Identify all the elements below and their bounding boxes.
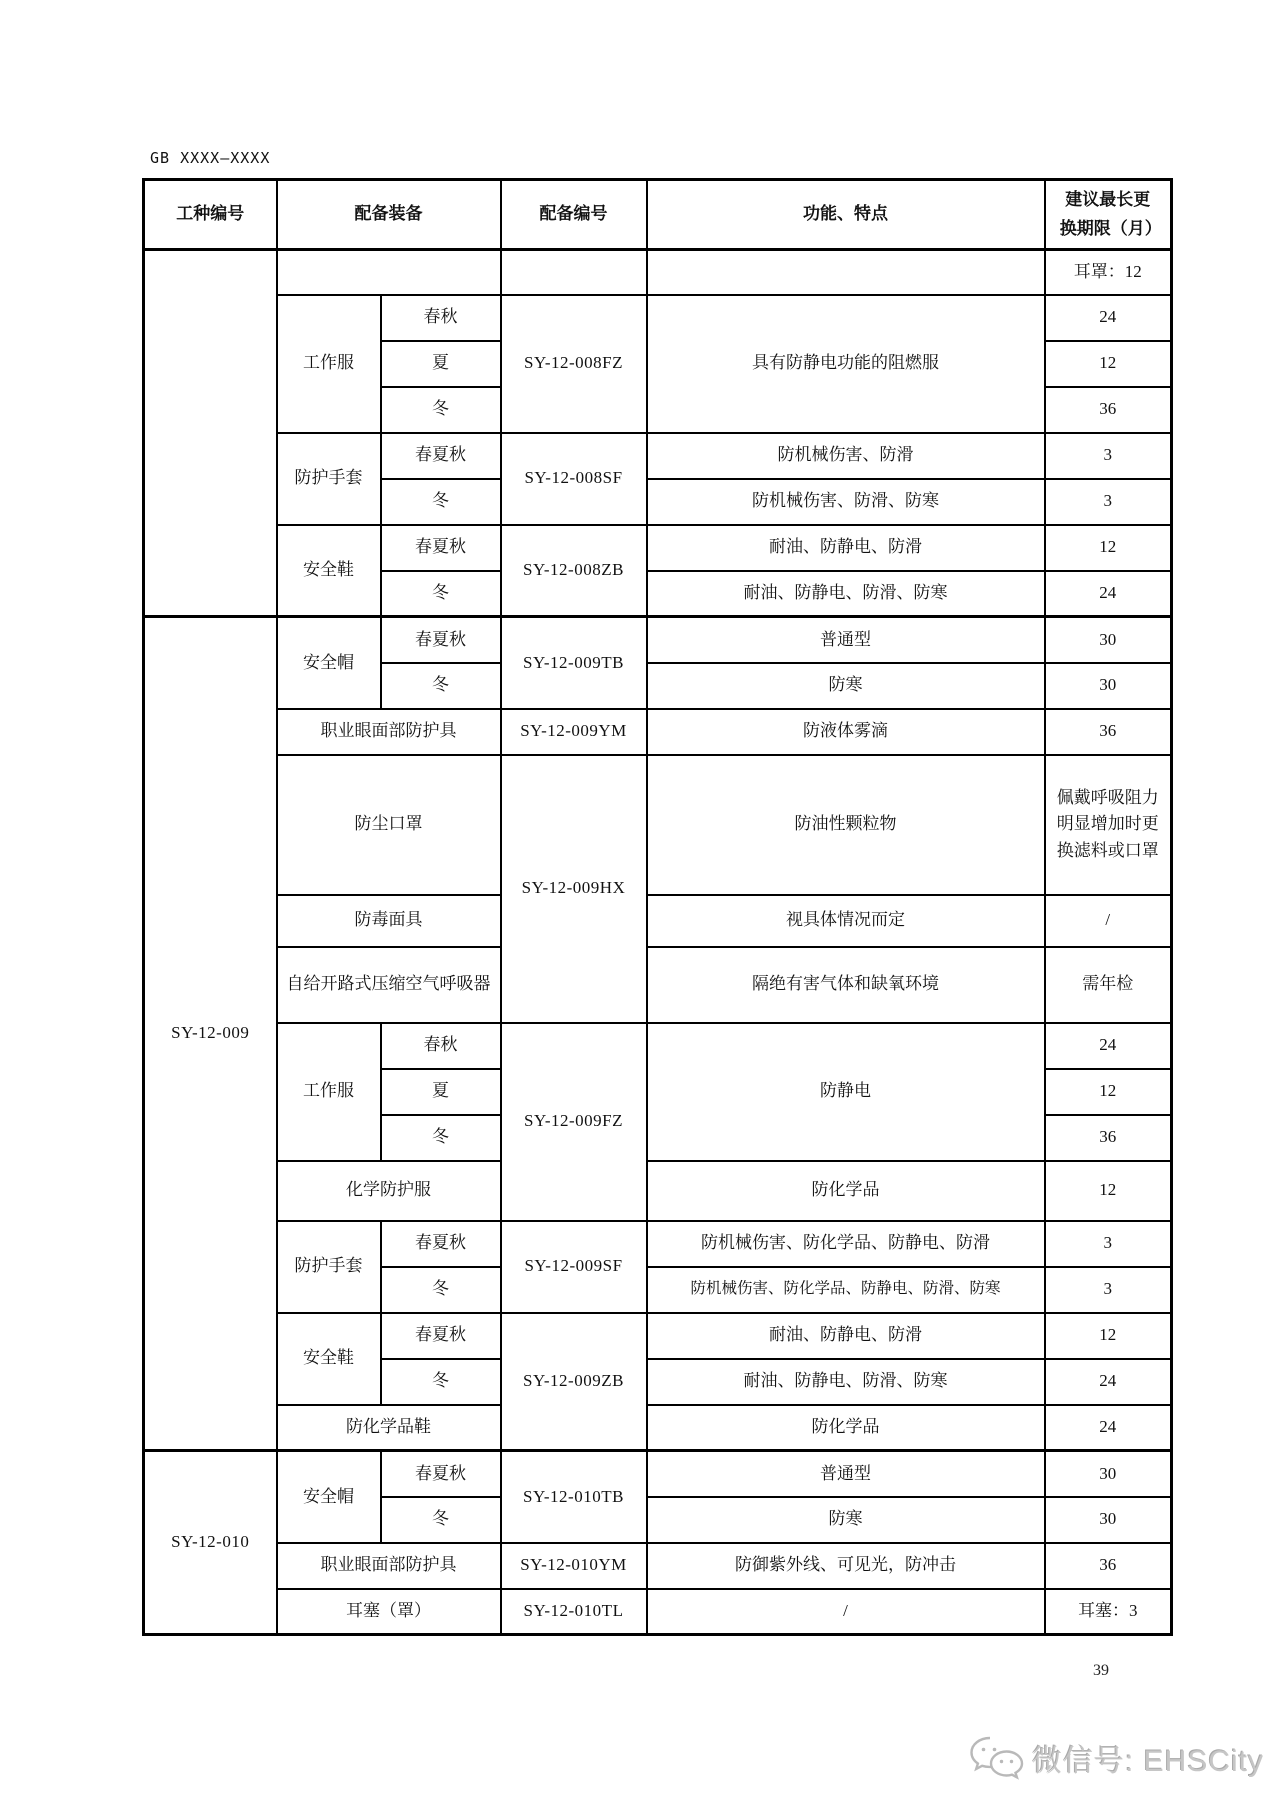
period-cell: 24 xyxy=(1045,1359,1172,1405)
period-cell: 12 xyxy=(1045,341,1172,387)
function-cell: 视具体情况而定 xyxy=(647,895,1045,947)
function-cell: 耐油、防静电、防滑 xyxy=(647,525,1045,571)
period-cell: 耳塞：3 xyxy=(1045,1589,1172,1635)
header-function: 功能、特点 xyxy=(647,180,1045,250)
season-cell: 春夏秋 xyxy=(381,433,501,479)
period-cell: 24 xyxy=(1045,1023,1172,1069)
period-cell: 耳罩：12 xyxy=(1045,250,1172,295)
code-cell: SY-12-009YM xyxy=(501,709,647,755)
period-cell: 24 xyxy=(1045,571,1172,617)
code-cell: SY-12-008FZ xyxy=(501,295,647,433)
season-cell: 春夏秋 xyxy=(381,1221,501,1267)
period-cell: 24 xyxy=(1045,295,1172,341)
season-cell: 夏 xyxy=(381,1069,501,1115)
period-cell: 3 xyxy=(1045,433,1172,479)
function-cell: 具有防静电功能的阻燃服 xyxy=(647,295,1045,433)
function-cell xyxy=(647,250,1045,295)
period-cell: 3 xyxy=(1045,479,1172,525)
function-cell: 防机械伤害、防滑、防寒 xyxy=(647,479,1045,525)
function-cell: 普通型 xyxy=(647,1451,1045,1497)
function-cell: 防化学品 xyxy=(647,1161,1045,1221)
season-cell: 春夏秋 xyxy=(381,1451,501,1497)
code-cell: SY-12-010TB xyxy=(501,1451,647,1543)
season-cell: 春夏秋 xyxy=(381,1313,501,1359)
function-cell: 防静电 xyxy=(647,1023,1045,1161)
equipment-cell: 自给开路式压缩空气呼吸器 xyxy=(277,947,501,1023)
page-number: 39 xyxy=(1093,1662,1109,1679)
season-cell: 冬 xyxy=(381,387,501,433)
season-cell: 春夏秋 xyxy=(381,525,501,571)
function-cell: 防液体雾滴 xyxy=(647,709,1045,755)
period-cell: 3 xyxy=(1045,1267,1172,1313)
watermark-text: 微信号: EHSCity xyxy=(1031,1745,1264,1778)
equipment-cell: 工作服 xyxy=(277,1023,381,1161)
equipment-cell: 耳塞（罩） xyxy=(277,1589,501,1635)
period-cell: 30 xyxy=(1045,663,1172,709)
function-cell: / xyxy=(647,1589,1045,1635)
period-cell: / xyxy=(1045,895,1172,947)
function-cell: 普通型 xyxy=(647,617,1045,663)
function-cell: 防机械伤害、防化学品、防静电、防滑 xyxy=(647,1221,1045,1267)
season-cell: 冬 xyxy=(381,1359,501,1405)
header-period-text: 建议最长更换期限（月） xyxy=(1059,189,1162,238)
doc-ref: GB XXXX—XXXX xyxy=(150,149,271,167)
season-cell: 冬 xyxy=(381,1497,501,1543)
period-cell: 36 xyxy=(1045,709,1172,755)
job-code-cell: SY-12-009 xyxy=(144,617,277,1451)
equipment-cell: 安全帽 xyxy=(277,1451,381,1543)
period-cell: 12 xyxy=(1045,1161,1172,1221)
season-cell: 春夏秋 xyxy=(381,617,501,663)
watermark xyxy=(968,1734,1264,1782)
period-cell: 12 xyxy=(1045,1069,1172,1115)
period-cell: 36 xyxy=(1045,1543,1172,1589)
header-period xyxy=(1045,180,1172,250)
function-cell: 防化学品 xyxy=(647,1405,1045,1451)
season-cell: 冬 xyxy=(381,1267,501,1313)
job-code-cell xyxy=(144,250,277,617)
equipment-cell: 防化学品鞋 xyxy=(277,1405,501,1451)
equipment-cell: 安全鞋 xyxy=(277,525,381,617)
code-cell: SY-12-009HX xyxy=(501,755,647,1023)
equipment-cell: 职业眼面部防护具 xyxy=(277,709,501,755)
season-cell: 春秋 xyxy=(381,295,501,341)
code-cell: SY-12-008ZB xyxy=(501,525,647,617)
period-cell: 30 xyxy=(1045,1451,1172,1497)
code-cell: SY-12-010YM xyxy=(501,1543,647,1589)
equipment-cell: 安全帽 xyxy=(277,617,381,709)
function-cell: 防机械伤害、防化学品、防静电、防滑、防寒 xyxy=(647,1267,1045,1313)
function-cell: 耐油、防静电、防滑、防寒 xyxy=(647,1359,1045,1405)
season-cell: 冬 xyxy=(381,1115,501,1161)
function-cell: 耐油、防静电、防滑 xyxy=(647,1313,1045,1359)
equipment-cell: 安全鞋 xyxy=(277,1313,381,1405)
season-cell: 夏 xyxy=(381,341,501,387)
period-cell: 需年检 xyxy=(1045,947,1172,1023)
function-cell: 防机械伤害、防滑 xyxy=(647,433,1045,479)
equipment-cell: 防护手套 xyxy=(277,1221,381,1313)
season-cell: 春秋 xyxy=(381,1023,501,1069)
equipment-cell: 防毒面具 xyxy=(277,895,501,947)
function-cell: 隔绝有害气体和缺氧环境 xyxy=(647,947,1045,1023)
function-cell: 防寒 xyxy=(647,1497,1045,1543)
period-cell: 36 xyxy=(1045,387,1172,433)
function-cell: 防寒 xyxy=(647,663,1045,709)
header-equipment: 配备装备 xyxy=(277,180,501,250)
period-cell: 24 xyxy=(1045,1405,1172,1451)
period-cell: 佩戴呼吸阻力明显增加时更换滤料或口罩 xyxy=(1045,755,1172,895)
equipment-cell xyxy=(277,250,501,295)
code-cell: SY-12-008SF xyxy=(501,433,647,525)
equipment-cell: 防护手套 xyxy=(277,433,381,525)
equipment-cell: 职业眼面部防护具 xyxy=(277,1543,501,1589)
header-equip-code: 配备编号 xyxy=(501,180,647,250)
equipment-cell: 化学防护服 xyxy=(277,1161,501,1221)
code-cell xyxy=(501,250,647,295)
code-cell: SY-12-009FZ xyxy=(501,1023,647,1221)
code-cell: SY-12-009TB xyxy=(501,617,647,709)
job-code-cell: SY-12-010 xyxy=(144,1451,277,1635)
period-cell: 30 xyxy=(1045,1497,1172,1543)
code-cell: SY-12-010TL xyxy=(501,1589,647,1635)
code-cell: SY-12-009ZB xyxy=(501,1313,647,1451)
function-cell: 耐油、防静电、防滑、防寒 xyxy=(647,571,1045,617)
code-cell: SY-12-009SF xyxy=(501,1221,647,1313)
equipment-cell: 防尘口罩 xyxy=(277,755,501,895)
header-job-code: 工种编号 xyxy=(144,180,277,250)
wechat-icon xyxy=(968,1734,1024,1782)
season-cell: 冬 xyxy=(381,663,501,709)
function-cell: 防御紫外线、可见光，防冲击 xyxy=(647,1543,1045,1589)
period-cell: 3 xyxy=(1045,1221,1172,1267)
season-cell: 冬 xyxy=(381,571,501,617)
period-cell: 36 xyxy=(1045,1115,1172,1161)
season-cell: 冬 xyxy=(381,479,501,525)
period-cell: 30 xyxy=(1045,617,1172,663)
period-cell: 12 xyxy=(1045,1313,1172,1359)
period-cell: 12 xyxy=(1045,525,1172,571)
function-cell: 防油性颗粒物 xyxy=(647,755,1045,895)
ppe-table xyxy=(142,178,1173,1636)
equipment-cell: 工作服 xyxy=(277,295,381,433)
